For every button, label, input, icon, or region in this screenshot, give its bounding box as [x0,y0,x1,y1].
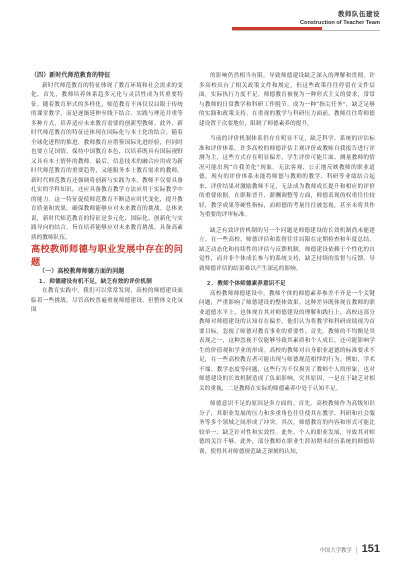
section-heading: （四）新时代师范教育的特征 [31,73,111,79]
item-heading: 1. 师德建设有机不足，缺乏有效的评价机制 [39,278,152,285]
item-heading: 2. 教师个体师德素养意识不足 [207,281,286,287]
body-paragraph: 师德意识不足的原因是多方面的。首先，高校教师作为高级知识分子，其职业发展的压力和多重角色往往使其在教学、科研和社会服务等多个领域之间形成了冲突。其次，师德教育的内容和形式可能比较单一，缺乏针对性和实效性。此外，个人的职业发展，导致其对师德的关注不够。此外，部分教师在职业生涯初期未经历系统的师德培训，使得其对师德规范缺乏深刻的认知， [199,401,375,455]
body-paragraph: 的影响仍然相当有限，导致师德建设缺乏深入的理解和贯彻。许多高校出台了相关政策文件和规定，但这些政策往往停留在文件层面，实际执行力度不足。师德教育被视为一种形式主义的要求，常常与教师的日常教学和科研工作脱节。成为一种“指尖任务”，缺乏足够的实践和政策支持。在重视的教学与科研压力面前，教师往往将师德建设置于次要地位，限制了师德素养的提升。 [199,73,375,127]
left-column [31,72,183,316]
footer-separator: | [355,547,358,554]
running-header [300,10,380,28]
page-number: 151 [361,543,380,555]
body-paragraph: 高校教师师德建设中，教师个体的师德素养参差不齐是一个关键问题，严重影响了师德建设的整体效果。这种差异既体现在教师的职业道德水平上，也体现在其对师德建设的理解和践行上。高校这部分教师对师德建设的认知存在偏差，他们认为将教学和科研成绩视为首要目标，忽视了师德对教育事业的重要性。首先，教师的不均衡是其表现之一，这种忽视不仅能够导致其素质和个人成长，还可能影响学生的价值观和学业的形成。高校的教师对自身职业道德的标准要求不足，在一些高校教育者可能出现与师德规范相悖的行为。例如，学术不端、教学态度等问题，这些行为不仅损害了教师个人的形象，也对师德建设的长效机制造成了负面影响，究其原因，一是在于缺乏对相关的重视，二是教师在实际的师德素养中处于认知不足。 [199,290,375,392]
page-footer [319,543,380,555]
body-paragraph: 当前的评价机制体系仍存在明显不足，缺乏科学、系统的评估标准和评价体系。许多高校的师德评估主观评价或教师自我报告进行评测为主，这些方式存在明显偏差，学生评价可能片面、测量教师的情况可能出现“自我美化”现象。无法客观、公正地反映教师的职业道德。现有的评价体系未能将师德与教师的教学、科研等业绩结合起来，评价结果对激励教师不足，无法成为教师成长提升和相应的评价的重要依据。在职称晋升、薪酬调整等方面，师德表现的权重往往较轻，教学成果等硬性指标，而师德的考量往往被忽视，甚至未将其作为重要的评审标准。 [199,136,375,218]
body-paragraph: 在教育实践中，我们可以常常发现，高校的师德建设面临着一些挑战。尽管高校普遍重视师德建设，但整体文化氛围 [31,288,183,313]
footer-magazine: 中国大学教学 [319,548,352,554]
body-paragraph: 新时代师范教育的特征体现了教育环境和社会需求的变化。首先，教师培养体系趋多元化与灵活性成为其重要特征。随着教育形式的多样化，师范教育不再仅仅局限于传统的课堂教学，而是逐渐延伸至线下结合、实践与理论并重等多种方式，培养适应未来教育需要的创新型教师。此外，新时代师范教育的特征还体现在国际化与本土化的结合。随着全球化进程的推进，教师教育应借鉴国际先进经验，但同时也要立足国情，保持中国教育本色，以培养既具有国际视野又具有本土情怀的教师。最后，信息技术的融合应用成为新时代师范教育的重要趋势，又能服务本土教育需求的教师。新时代师范教育还强调将创新与实践为本，教师不仅要具备扎实的学科知识，还应具备教育教学方法应用于实际教学中的能力。这一特征促使师范教育不断适应时代变化，提升教育质量和效果，确保教师能够应对未来教育的挑战。总体来说，新时代师范教育的特征是多元化、国际化、创新化与实践导向的结合，旨在培养能够应对未来教育挑战、具备高素质的教师队伍。 [31,82,183,241]
header-title-cn: 教师队伍建设 [338,11,380,18]
body-paragraph: 缺乏有效评价机制的另一个问题是师德建设的长效机制尚未能建立。在一些高校，师德评估和监督往往局限在定期检查和年度总结，缺乏动态化和持续性的评估与反馈机制，师德建设依赖于个性化的自觉性，而并非个体成长参与的系统支持，缺乏持续的监督与反馈。导致师德评估的结果难以产生深远的影响。 [199,227,375,272]
header-title-en: Construction of Teacher Team [300,20,380,26]
right-column [199,72,375,457]
header-rule [232,30,380,31]
chapter-heading: 高校教师师德与职业发展中存在的问题 [31,244,183,267]
subsection-heading: （一）高校教师师德方面的问题 [39,269,125,275]
